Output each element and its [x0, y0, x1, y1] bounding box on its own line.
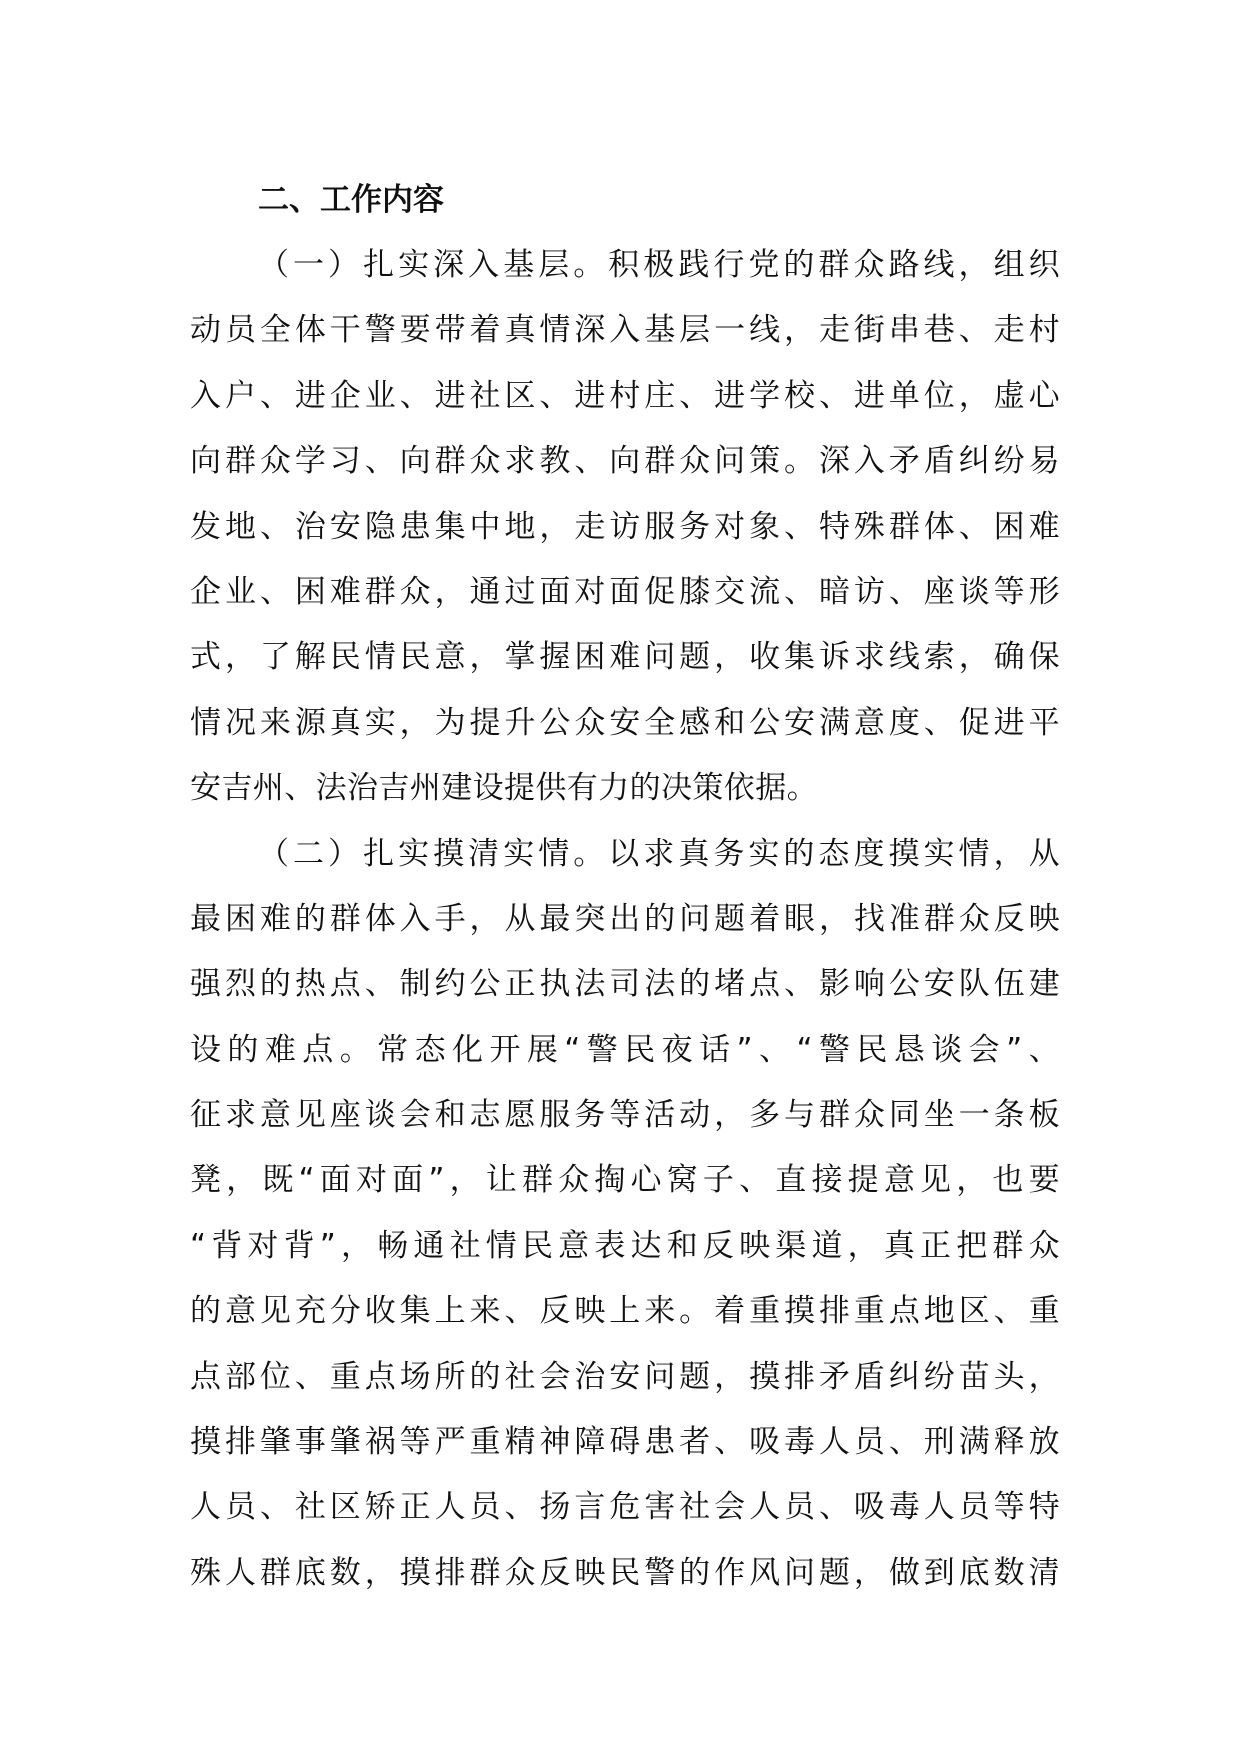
- document-body: [190, 167, 1060, 1606]
- paragraph-line: 设的难点。常态化开展“警民夜话”、“警民恳谈会”、: [190, 1031, 1060, 1068]
- paragraph-line: （二）扎实摸清实情。以求真务实的态度摸实情，从: [258, 835, 1060, 872]
- paragraph-line: 强烈的热点、制约公正执法司法的堵点、影响公安队伍建: [190, 966, 1060, 1003]
- paragraph-line: 情况来源真实，为提升公众安全感和公安满意度、促进平: [190, 704, 1060, 741]
- paragraph-line: （一）扎实深入基层。积极践行党的群众路线，组织: [258, 247, 1060, 283]
- paragraph-line: 摸排肇事肇祸等严重精神障碍患者、吸毒人员、刑满释放: [190, 1424, 1060, 1461]
- paragraph-line: 人员、社区矫正人员、扬言危害社会人员、吸毒人员等特: [190, 1489, 1060, 1526]
- paragraph-line: 发地、治安隐患集中地，走访服务对象、特殊群体、困难: [190, 508, 1060, 545]
- paragraph-1: [190, 233, 1060, 822]
- paragraph-line: 殊人群底数，摸排群众反映民警的作风问题，做到底数清: [190, 1554, 1060, 1591]
- paragraph-line: 向群众学习、向群众求教、向群众问策。深入矛盾纠纷易: [190, 443, 1060, 480]
- section-heading: 二、工作内容: [258, 182, 444, 218]
- paragraph-2: [190, 822, 1060, 1607]
- paragraph-line: 最困难的群体入手，从最突出的问题着眼，找准群众反映: [190, 900, 1060, 937]
- paragraph-line: 凳，既“面对面”，让群众掏心窝子、直接提意见，也要: [190, 1162, 1060, 1199]
- paragraph-line: 征求意见座谈会和志愿服务等活动，多与群众同坐一条板: [190, 1097, 1060, 1134]
- paragraph-line: “背对背”，畅通社情民意表达和反映渠道，真正把群众: [190, 1227, 1060, 1264]
- paragraph-line: 企业、困难群众，通过面对面促膝交流、暗访、座谈等形: [190, 573, 1060, 610]
- paragraph-line: 的意见充分收集上来、反映上来。着重摸排重点地区、重: [190, 1293, 1060, 1330]
- paragraph-line: 动员全体干警要带着真情深入基层一线，走街串巷、走村: [190, 312, 1060, 349]
- paragraph-line: 式，了解民情民意，掌握困难问题，收集诉求线索，确保: [190, 639, 1060, 676]
- paragraph-line: 安吉州、法治吉州建设提供有力的决策依据。: [190, 770, 818, 807]
- paragraph-line: 入户、进企业、进社区、进村庄、进学校、进单位，虚心: [190, 377, 1060, 414]
- paragraph-line: 点部位、重点场所的社会治安问题，摸排矛盾纠纷苗头，: [190, 1358, 1060, 1395]
